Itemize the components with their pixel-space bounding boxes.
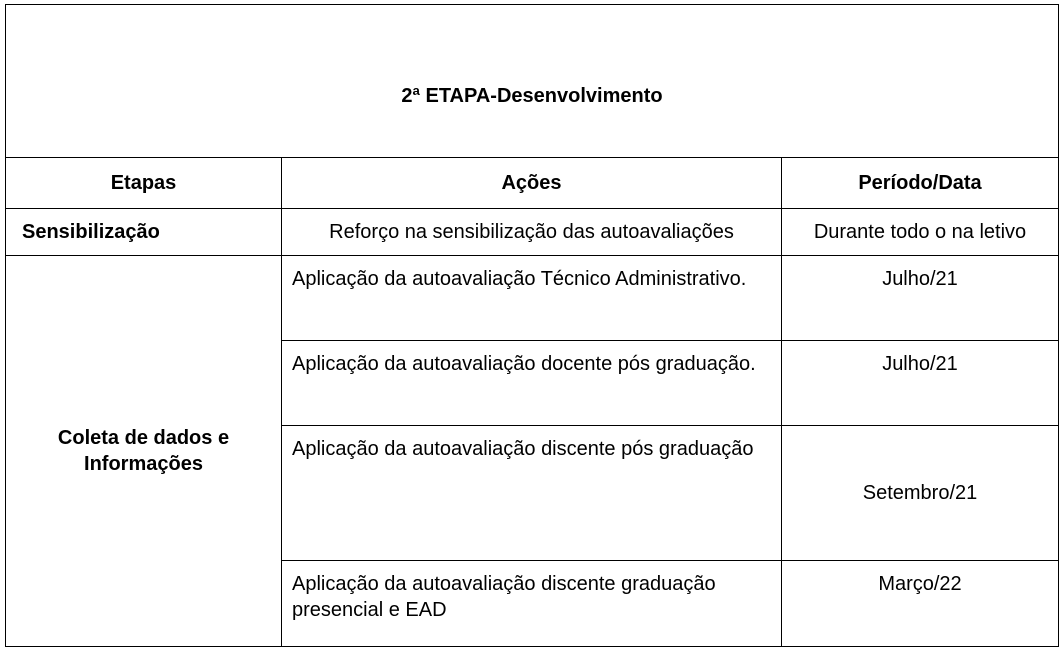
- table-row: [6, 256, 1059, 341]
- development-stage-table: [5, 4, 1059, 647]
- stage-sensitization: Sensibilização: [6, 209, 282, 256]
- period-cell: Julho/21: [782, 256, 1059, 341]
- action-cell: Aplicação da autoavaliação discente pós graduação: [282, 426, 782, 561]
- period-cell: Março/22: [782, 561, 1059, 647]
- action-sensitization: Reforço na sensibilização das autoavaliações: [282, 209, 782, 256]
- action-cell: Aplicação da autoavaliação docente pós graduação.: [282, 341, 782, 426]
- period-cell: Julho/21: [782, 341, 1059, 426]
- action-cell: Aplicação da autoavaliação Técnico Administrativo.: [282, 256, 782, 341]
- action-cell: Aplicação da autoavaliação discente graduação presencial e EAD: [282, 561, 782, 647]
- column-header-actions: Ações: [282, 158, 782, 209]
- column-header-stages: Etapas: [6, 158, 282, 209]
- period-sensitization: Durante todo o na letivo: [782, 209, 1059, 256]
- table-title: 2ª ETAPA-Desenvolvimento: [6, 5, 1059, 158]
- column-header-period: Período/Data: [782, 158, 1059, 209]
- stage-data-collection: Coleta de dados e Informações: [6, 256, 282, 647]
- table-row-sensitization: [6, 209, 1059, 256]
- period-cell: Setembro/21: [782, 426, 1059, 561]
